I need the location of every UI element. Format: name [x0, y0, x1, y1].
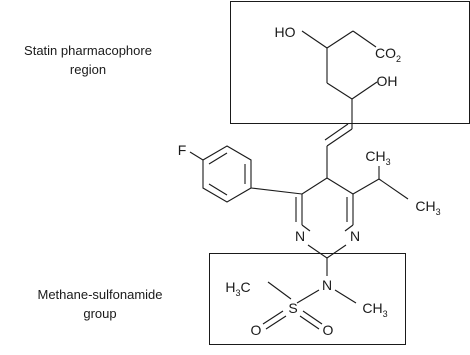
- methyl-label-amide: $CH_3$: [362, 300, 388, 319]
- statin-region-box: [231, 2, 470, 124]
- methyl-label-right: $CH_3$: [415, 198, 441, 217]
- pyrimidine-nitrogen-right: N: [349, 228, 361, 244]
- isopropyl-group: [353, 166, 408, 199]
- carboxylate-label: $CO_2$: [374, 45, 402, 64]
- methyl-label-h3c: $H_3C$: [225, 279, 251, 298]
- hydroxyl-label-oh: OH: [376, 73, 398, 89]
- hydroxyl-label-ho: HO: [274, 24, 296, 40]
- pyrimidine-nitrogen-left: N: [294, 228, 306, 244]
- sulfonamide-region-box: [210, 254, 406, 345]
- sulfur-label: S: [288, 300, 298, 316]
- amide-nitrogen-label: N: [321, 277, 333, 293]
- fluorophenyl-ring: [190, 146, 251, 202]
- methane-sulfonamide-label: Methane-sulfonamide group: [37, 287, 163, 321]
- sulfonyl-oxygen-right: O: [322, 322, 334, 338]
- pyrimidine-ring: [251, 178, 353, 276]
- methyl-label-top: $CH_3$: [365, 148, 391, 167]
- sulfonyl-oxygen-left: O: [250, 322, 262, 338]
- statin-pharmacophore-label: Statin pharmacophore region: [24, 43, 152, 77]
- fluorine-label: F: [177, 142, 187, 158]
- sulfonamide-bonds: [263, 282, 356, 329]
